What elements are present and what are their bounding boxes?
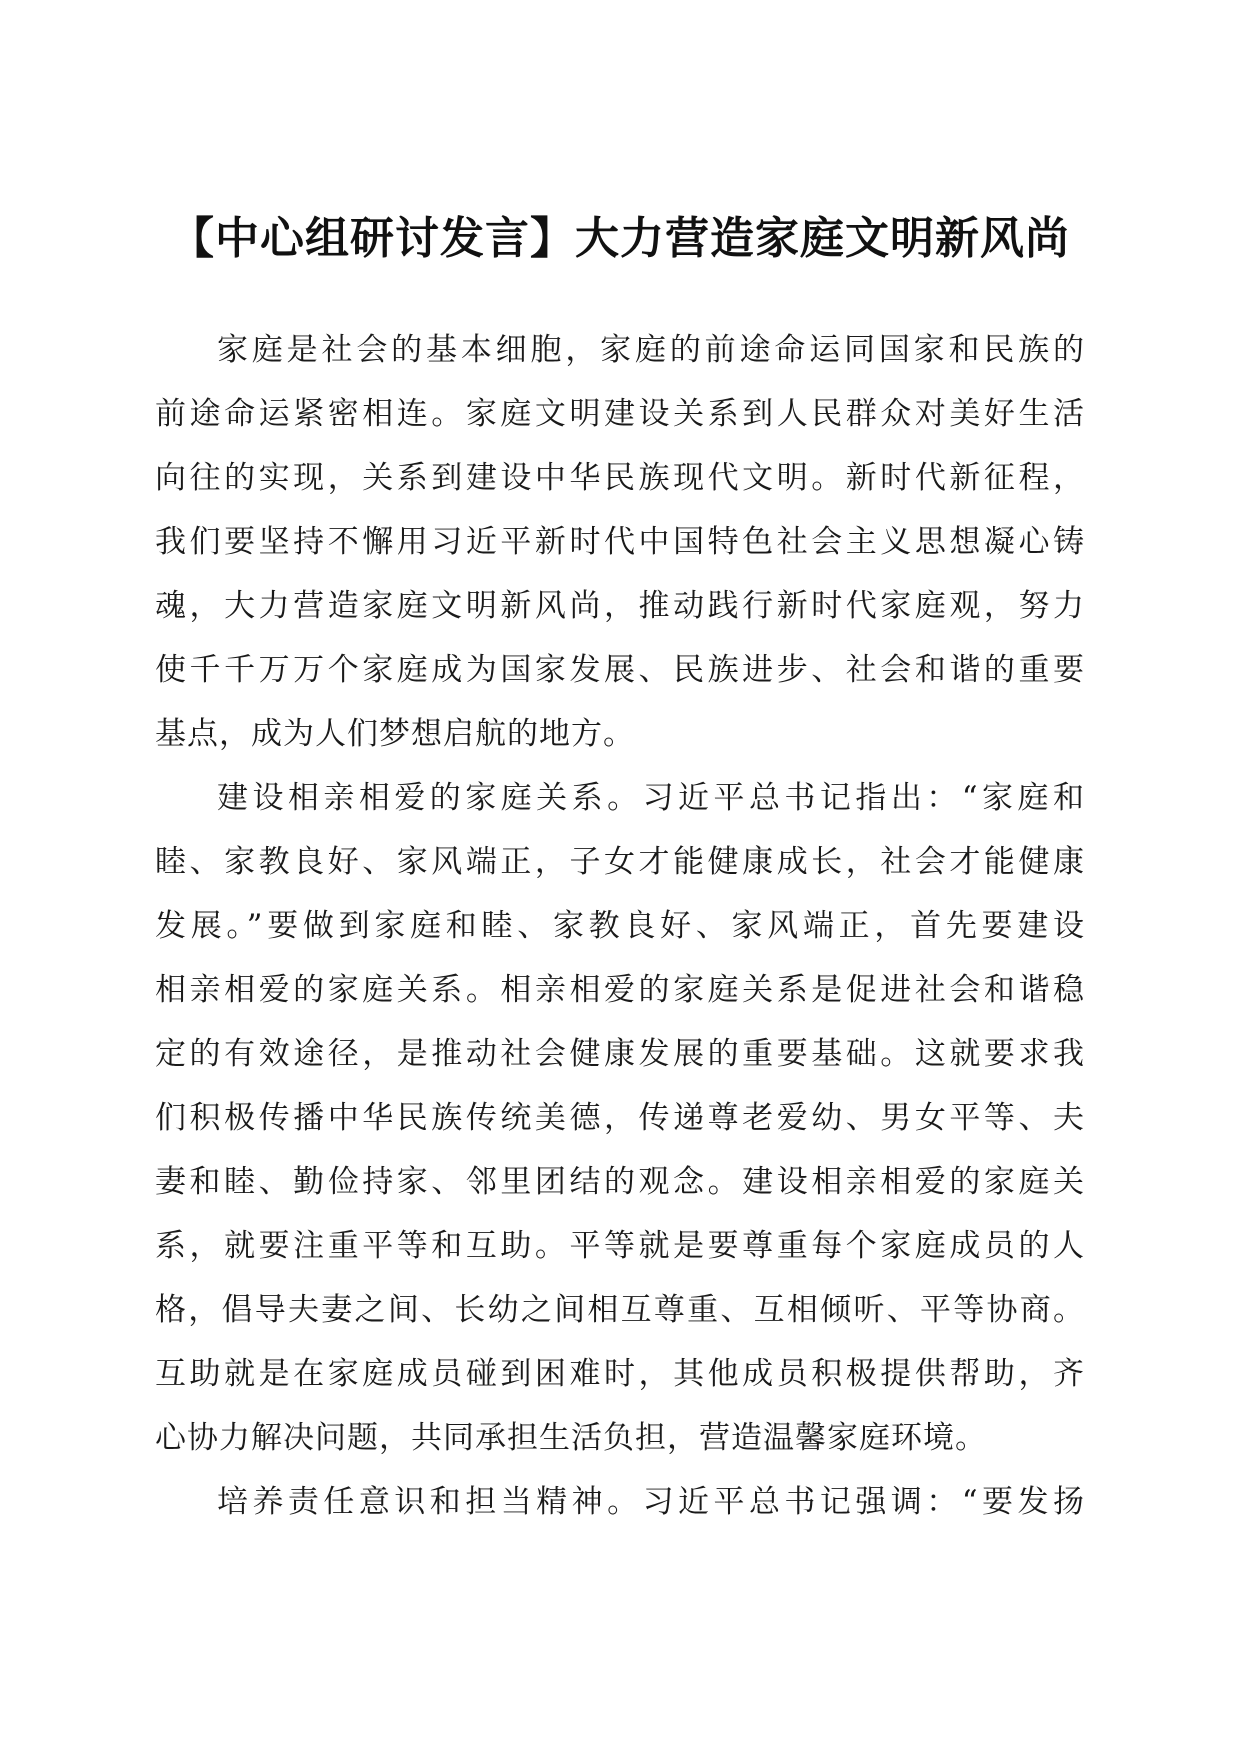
paragraph-2 — [155, 766, 1085, 1470]
paragraph-line: 培养责任意识和担当精神。习近平总书记强调：“要发扬 — [217, 1484, 1085, 1520]
paragraph-line: 互助就是在家庭成员碰到困难时，其他成员积极提供帮助，齐 — [155, 1356, 1085, 1392]
paragraph-line: 向往的实现，关系到建设中华民族现代文明。新时代新征程， — [155, 460, 1085, 496]
paragraph-line: 魂，大力营造家庭文明新风尚，推动践行新时代家庭观，努力 — [155, 588, 1085, 624]
paragraph-line: 定的有效途径，是推动社会健康发展的重要基础。这就要求我 — [155, 1036, 1085, 1072]
document-title: 【中心组研讨发言】大力营造家庭文明新风尚 — [170, 213, 1070, 265]
paragraph-line: 建设相亲相爱的家庭关系。习近平总书记指出：“家庭和 — [217, 780, 1085, 816]
document-body — [155, 318, 1085, 1534]
paragraph-3 — [155, 1470, 1085, 1534]
paragraph-line: 前途命运紧密相连。家庭文明建设关系到人民群众对美好生活 — [155, 396, 1085, 432]
paragraph-line: 使千千万万个家庭成为国家发展、民族进步、社会和谐的重要 — [155, 652, 1085, 688]
paragraph-line: 相亲相爱的家庭关系。相亲相爱的家庭关系是促进社会和谐稳 — [155, 972, 1085, 1008]
paragraph-line: 我们要坚持不懈用习近平新时代中国特色社会主义思想凝心铸 — [155, 524, 1085, 560]
paragraph-line: 睦、家教良好、家风端正，子女才能健康成长，社会才能健康 — [155, 844, 1085, 880]
paragraph-line: 心协力解决问题，共同承担生活负担，营造温馨家庭环境。 — [155, 1420, 987, 1456]
paragraph-line: 系，就要注重平等和互助。平等就是要尊重每个家庭成员的人 — [155, 1228, 1085, 1264]
paragraph-line: 妻和睦、勤俭持家、邻里团结的观念。建设相亲相爱的家庭关 — [155, 1164, 1085, 1200]
paragraph-line: 家庭是社会的基本细胞，家庭的前途命运同国家和民族的 — [217, 332, 1085, 368]
paragraph-line: 格，倡导夫妻之间、长幼之间相互尊重、互相倾听、平等协商。 — [155, 1292, 1085, 1328]
paragraph-line: 发展。”要做到家庭和睦、家教良好、家风端正，首先要建设 — [155, 908, 1085, 944]
paragraph-1 — [155, 318, 1085, 766]
paragraph-line: 们积极传播中华民族传统美德，传递尊老爱幼、男女平等、夫 — [155, 1100, 1085, 1136]
paragraph-line: 基点，成为人们梦想启航的地方。 — [155, 716, 635, 752]
